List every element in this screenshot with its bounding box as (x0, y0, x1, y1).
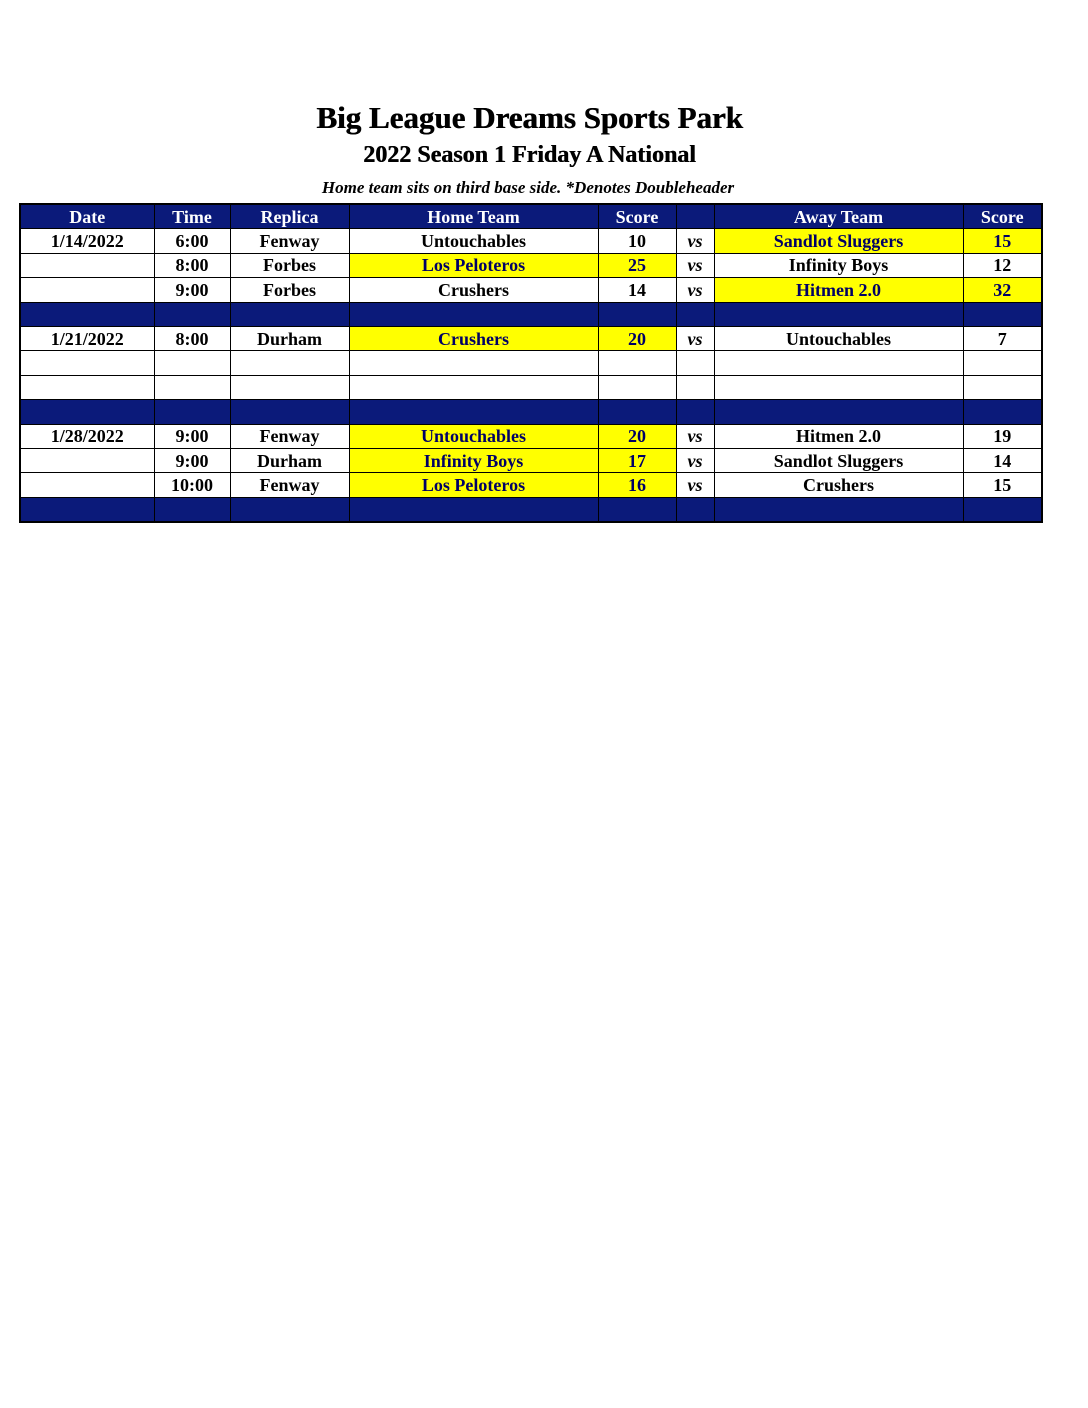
cell-date (20, 375, 154, 399)
column-header-date: Date (20, 204, 154, 229)
cell-time (154, 375, 230, 399)
cell-home-score: 20 (598, 424, 676, 448)
cell-home-team: Los Peloteros (349, 473, 598, 497)
cell-date: 1/21/2022 (20, 326, 154, 350)
separator-cell (230, 497, 349, 522)
cell-vs: vs (676, 448, 714, 472)
cell-replica: Durham (230, 326, 349, 350)
game-row (20, 253, 1042, 277)
schedule-table (19, 203, 1043, 523)
column-header-home-team: Home Team (349, 204, 598, 229)
cell-vs: vs (676, 253, 714, 277)
cell-home-team: Untouchables (349, 424, 598, 448)
separator-row (20, 302, 1042, 326)
cell-away-team: Infinity Boys (714, 253, 963, 277)
column-header-time: Time (154, 204, 230, 229)
separator-cell (20, 400, 154, 424)
separator-cell (676, 400, 714, 424)
cell-home-score (598, 375, 676, 399)
separator-cell (714, 400, 963, 424)
cell-vs: vs (676, 424, 714, 448)
cell-home-team (349, 351, 598, 375)
cell-time: 9:00 (154, 424, 230, 448)
separator-cell (714, 497, 963, 522)
game-row (20, 351, 1042, 375)
separator-row (20, 497, 1042, 522)
cell-vs: vs (676, 278, 714, 302)
separator-cell (598, 400, 676, 424)
cell-vs: vs (676, 229, 714, 253)
cell-replica (230, 375, 349, 399)
column-header-replica: Replica (230, 204, 349, 229)
separator-cell (598, 497, 676, 522)
separator-cell (20, 497, 154, 522)
cell-date: 1/28/2022 (20, 424, 154, 448)
cell-away-team: Hitmen 2.0 (714, 424, 963, 448)
cell-time: 8:00 (154, 253, 230, 277)
cell-date (20, 473, 154, 497)
cell-time (154, 351, 230, 375)
cell-replica: Fenway (230, 229, 349, 253)
cell-away-team: Sandlot Sluggers (714, 229, 963, 253)
cell-replica: Durham (230, 448, 349, 472)
game-row (20, 278, 1042, 302)
separator-cell (598, 302, 676, 326)
game-row (20, 473, 1042, 497)
cell-home-score: 17 (598, 448, 676, 472)
game-row (20, 229, 1042, 253)
cell-away-score: 15 (963, 229, 1042, 253)
cell-away-score: 15 (963, 473, 1042, 497)
cell-away-team: Sandlot Sluggers (714, 448, 963, 472)
column-header-away-score: Score (963, 204, 1042, 229)
cell-home-score: 10 (598, 229, 676, 253)
page-note: Home team sits on third base side. *Denotes Doubleheader (321, 178, 735, 197)
separator-cell (714, 302, 963, 326)
cell-away-score: 12 (963, 253, 1042, 277)
cell-replica: Fenway (230, 424, 349, 448)
separator-cell (349, 302, 598, 326)
cell-home-score: 20 (598, 326, 676, 350)
cell-home-team: Crushers (349, 326, 598, 350)
cell-home-team: Untouchables (349, 229, 598, 253)
cell-time: 8:00 (154, 326, 230, 350)
separator-cell (676, 302, 714, 326)
cell-away-score: 7 (963, 326, 1042, 350)
game-row (20, 448, 1042, 472)
cell-date (20, 448, 154, 472)
cell-date: 1/14/2022 (20, 229, 154, 253)
separator-cell (154, 302, 230, 326)
cell-away-score: 32 (963, 278, 1042, 302)
separator-cell (676, 497, 714, 522)
cell-home-score: 14 (598, 278, 676, 302)
cell-time: 10:00 (154, 473, 230, 497)
separator-cell (349, 400, 598, 424)
cell-home-team: Infinity Boys (349, 448, 598, 472)
cell-away-score: 14 (963, 448, 1042, 472)
separator-cell (20, 302, 154, 326)
separator-cell (963, 302, 1042, 326)
cell-away-score (963, 375, 1042, 399)
cell-time: 9:00 (154, 448, 230, 472)
column-header-away-team: Away Team (714, 204, 963, 229)
cell-vs (676, 351, 714, 375)
header-row (20, 204, 1042, 229)
separator-cell (963, 497, 1042, 522)
separator-cell (230, 400, 349, 424)
cell-date (20, 351, 154, 375)
cell-time: 6:00 (154, 229, 230, 253)
cell-home-team: Los Peloteros (349, 253, 598, 277)
cell-away-score: 19 (963, 424, 1042, 448)
cell-home-team: Crushers (349, 278, 598, 302)
cell-replica: Forbes (230, 253, 349, 277)
page-title: Big League Dreams Sports Park (316, 100, 743, 135)
cell-home-score: 25 (598, 253, 676, 277)
separator-cell (349, 497, 598, 522)
column-header-vs (676, 204, 714, 229)
cell-away-team (714, 375, 963, 399)
cell-vs (676, 375, 714, 399)
cell-date (20, 278, 154, 302)
separator-row (20, 400, 1042, 424)
schedule-body (20, 229, 1042, 522)
separator-cell (154, 497, 230, 522)
cell-replica: Forbes (230, 278, 349, 302)
cell-date (20, 253, 154, 277)
cell-home-score: 16 (598, 473, 676, 497)
cell-away-team (714, 351, 963, 375)
cell-vs: vs (676, 326, 714, 350)
cell-away-team: Untouchables (714, 326, 963, 350)
separator-cell (963, 400, 1042, 424)
column-header-home-score: Score (598, 204, 676, 229)
cell-replica (230, 351, 349, 375)
cell-away-score (963, 351, 1042, 375)
cell-home-score (598, 351, 676, 375)
cell-away-team: Crushers (714, 473, 963, 497)
cell-time: 9:00 (154, 278, 230, 302)
game-row (20, 375, 1042, 399)
cell-replica: Fenway (230, 473, 349, 497)
cell-home-team (349, 375, 598, 399)
game-row (20, 424, 1042, 448)
game-row (20, 326, 1042, 350)
separator-cell (230, 302, 349, 326)
cell-vs: vs (676, 473, 714, 497)
page-subtitle: 2022 Season 1 Friday A National (363, 142, 696, 168)
cell-away-team: Hitmen 2.0 (714, 278, 963, 302)
separator-cell (154, 400, 230, 424)
